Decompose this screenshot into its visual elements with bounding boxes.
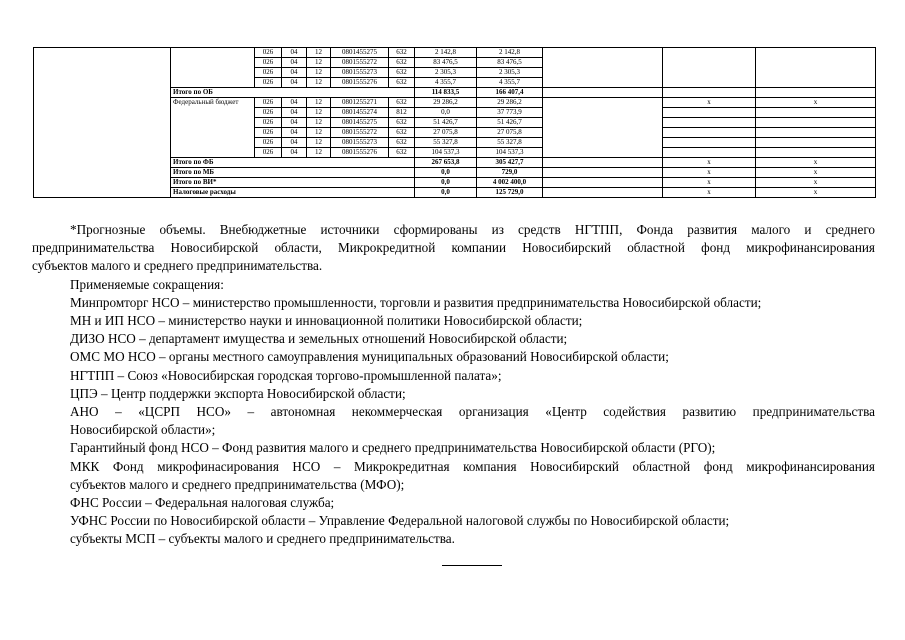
abbreviation-item: ФНС России – Федеральная налоговая служба; xyxy=(70,495,335,511)
table-cell: 632 xyxy=(389,68,415,78)
table-cell: 026 xyxy=(255,118,282,128)
total-label: Итого по ФБ xyxy=(171,158,415,168)
table-cell: 2 142,8 xyxy=(477,48,543,58)
abbreviations-heading: Применяемые сокращения: xyxy=(70,276,224,292)
x-mark: х xyxy=(663,188,756,198)
table-cell: 026 xyxy=(255,48,282,58)
table-cell: 632 xyxy=(389,98,415,108)
table-cell: 2 305,3 xyxy=(415,68,477,78)
table-cell: 026 xyxy=(255,98,282,108)
footnote-line: субъектов малого и среднего предпринимательства. xyxy=(32,258,323,274)
table-cell: 104 537,3 xyxy=(477,148,543,158)
total-value: 729,0 xyxy=(477,168,543,178)
blank-cell xyxy=(543,168,663,178)
x-mark: х xyxy=(663,158,756,168)
table-cell: 632 xyxy=(389,58,415,68)
blank-cell xyxy=(756,138,876,148)
table-cell: 026 xyxy=(255,78,282,88)
table-cell: 12 xyxy=(307,108,331,118)
table-cell: 026 xyxy=(255,148,282,158)
table-cell: 55 327,8 xyxy=(415,138,477,148)
table-cell: 0801455275 xyxy=(331,118,389,128)
abbreviation-item: Минпромторг НСО – министерство промышленности, торговли и развития предпринимательства Новосибирской области; xyxy=(70,294,762,310)
abbreviation-item: Гарантийный фонд НСО – Фонд развития малого и среднего предпринимательства Новосибирской области (РГО); xyxy=(70,440,716,456)
notes-section xyxy=(32,221,875,549)
blank-cell xyxy=(543,88,663,98)
abbreviation-item: Новосибирской области»; xyxy=(70,422,216,438)
table-cell: 12 xyxy=(307,128,331,138)
blank-cell xyxy=(543,48,663,88)
table-cell: 0801555276 xyxy=(331,78,389,88)
abbreviation-item: НГТПП – Союз «Новосибирская городская торгово-промышленной палата»; xyxy=(70,367,502,383)
table-cell: 0801555273 xyxy=(331,68,389,78)
end-divider xyxy=(442,565,502,566)
blank-cell xyxy=(543,98,663,158)
table-cell: 04 xyxy=(282,78,307,88)
table-cell: 04 xyxy=(282,68,307,78)
table-cell: 026 xyxy=(255,128,282,138)
blank-cell xyxy=(663,108,756,118)
table-cell: 2 142,8 xyxy=(415,48,477,58)
table-cell: 12 xyxy=(307,98,331,108)
table-cell: 04 xyxy=(282,148,307,158)
total-label: Итого по ОБ xyxy=(171,88,415,98)
table-cell: 12 xyxy=(307,118,331,128)
table-cell: 04 xyxy=(282,108,307,118)
table-cell: 632 xyxy=(389,78,415,88)
table-cell: 12 xyxy=(307,68,331,78)
blank-cell xyxy=(756,108,876,118)
blank-cell xyxy=(756,88,876,98)
table-cell: 0801555272 xyxy=(331,58,389,68)
blank-cell xyxy=(756,48,876,88)
table-cell: 026 xyxy=(255,108,282,118)
x-mark: х xyxy=(756,98,876,108)
blank-cell xyxy=(663,88,756,98)
table-cell: 0801255271 xyxy=(331,98,389,108)
table-cell: 0,0 xyxy=(415,108,477,118)
blank-cell xyxy=(34,48,171,198)
table-cell: 12 xyxy=(307,58,331,68)
total-value: 267 653,8 xyxy=(415,158,477,168)
table-cell: 04 xyxy=(282,98,307,108)
table-cell: 37 773,9 xyxy=(477,108,543,118)
total-value: 114 833,5 xyxy=(415,88,477,98)
table-cell: 4 355,7 xyxy=(477,78,543,88)
blank-cell xyxy=(663,148,756,158)
table-cell: 29 286,2 xyxy=(415,98,477,108)
x-mark: х xyxy=(756,188,876,198)
blank-cell xyxy=(663,138,756,148)
total-value: 4 002 400,0 xyxy=(477,178,543,188)
table-cell: 0801455275 xyxy=(331,48,389,58)
table-cell: 83 476,5 xyxy=(415,58,477,68)
abbreviation-item: УФНС России по Новосибирской области – Управление Федеральной налоговой службы по Новосибирской области; xyxy=(70,513,730,529)
blank-cell xyxy=(543,178,663,188)
abbreviation-item: субъектов малого и среднего предпринимательства (МФО); xyxy=(70,476,405,492)
total-label: Итого по ВИ* xyxy=(171,178,415,188)
table-row xyxy=(34,48,876,58)
table-cell: 812 xyxy=(389,108,415,118)
source-cell xyxy=(171,48,255,88)
table-cell: 0801555272 xyxy=(331,128,389,138)
x-mark: х xyxy=(663,168,756,178)
table-cell: 51 426,7 xyxy=(415,118,477,128)
table-cell: 026 xyxy=(255,138,282,148)
table-cell: 12 xyxy=(307,148,331,158)
source-cell: Федеральный бюджет xyxy=(171,98,255,158)
blank-cell xyxy=(756,128,876,138)
table-cell: 27 075,8 xyxy=(477,128,543,138)
total-value: 0,0 xyxy=(415,188,477,198)
abbreviation-item: МКК Фонд микрофинасирования НСО – Микрокредитная компания Новосибирский областной фонд микрофинансирования xyxy=(70,458,875,474)
blank-cell xyxy=(543,158,663,168)
abbreviation-item: ДИЗО НСО – департамент имущества и земельных отношений Новосибирской области; xyxy=(70,331,568,347)
x-mark: х xyxy=(663,98,756,108)
blank-cell xyxy=(543,188,663,198)
table-cell: 632 xyxy=(389,148,415,158)
table-cell: 632 xyxy=(389,128,415,138)
table-cell: 0801455274 xyxy=(331,108,389,118)
table-cell: 632 xyxy=(389,118,415,128)
table-cell: 632 xyxy=(389,138,415,148)
table-cell: 0801555276 xyxy=(331,148,389,158)
blank-cell xyxy=(756,148,876,158)
total-value: 305 427,7 xyxy=(477,158,543,168)
blank-cell xyxy=(663,48,756,88)
x-mark: х xyxy=(756,158,876,168)
x-mark: х xyxy=(663,178,756,188)
table-cell: 04 xyxy=(282,58,307,68)
footnote-line: предпринимательства Новосибирской области, Микрокредитной компании Новосибирский областной фонд микрофинансирования xyxy=(32,240,875,256)
x-mark: х xyxy=(756,168,876,178)
blank-cell xyxy=(756,118,876,128)
total-value: 0,0 xyxy=(415,178,477,188)
table-cell: 0801555273 xyxy=(331,138,389,148)
abbreviation-item: ОМС МО НСО – органы местного самоуправления муниципальных образований Новосибирской области; xyxy=(70,349,669,365)
table-cell: 83 476,5 xyxy=(477,58,543,68)
table-cell: 27 075,8 xyxy=(415,128,477,138)
table-cell: 2 305,3 xyxy=(477,68,543,78)
total-label: Итого по МБ xyxy=(171,168,415,178)
table-cell: 12 xyxy=(307,138,331,148)
abbreviation-item: ЦПЭ – Центр поддержки экспорта Новосибирской области; xyxy=(70,385,406,401)
table-cell: 4 355,7 xyxy=(415,78,477,88)
table-cell: 51 426,7 xyxy=(477,118,543,128)
total-value: 166 407,4 xyxy=(477,88,543,98)
table-cell: 04 xyxy=(282,128,307,138)
budget-table xyxy=(33,47,876,198)
blank-cell xyxy=(663,128,756,138)
abbreviation-item: АНО – «ЦСРП НСО» – автономная некоммерческая организация «Центр содействия развитию предпринимательства xyxy=(70,404,875,420)
total-value: 0,0 xyxy=(415,168,477,178)
abbreviation-item: МН и ИП НСО – министерство науки и инновационной политики Новосибирской области; xyxy=(70,313,583,329)
abbreviation-item: субъекты МСП – субъекты малого и среднего предпринимательства. xyxy=(70,531,455,547)
footnote-line: *Прогнозные объемы. Внебюджетные источники сформированы из средств НГТПП, Фонда развития малого и среднего xyxy=(70,222,875,237)
table-cell: 026 xyxy=(255,68,282,78)
blank-cell xyxy=(663,118,756,128)
total-value: 125 729,0 xyxy=(477,188,543,198)
table-cell: 12 xyxy=(307,48,331,58)
table-cell: 104 537,3 xyxy=(415,148,477,158)
table-cell: 04 xyxy=(282,118,307,128)
table-cell: 29 286,2 xyxy=(477,98,543,108)
table-cell: 632 xyxy=(389,48,415,58)
total-label: Налоговые расходы xyxy=(171,188,415,198)
table-cell: 04 xyxy=(282,138,307,148)
table-cell: 55 327,8 xyxy=(477,138,543,148)
x-mark: х xyxy=(756,178,876,188)
table-cell: 026 xyxy=(255,58,282,68)
table-cell: 12 xyxy=(307,78,331,88)
table-cell: 04 xyxy=(282,48,307,58)
